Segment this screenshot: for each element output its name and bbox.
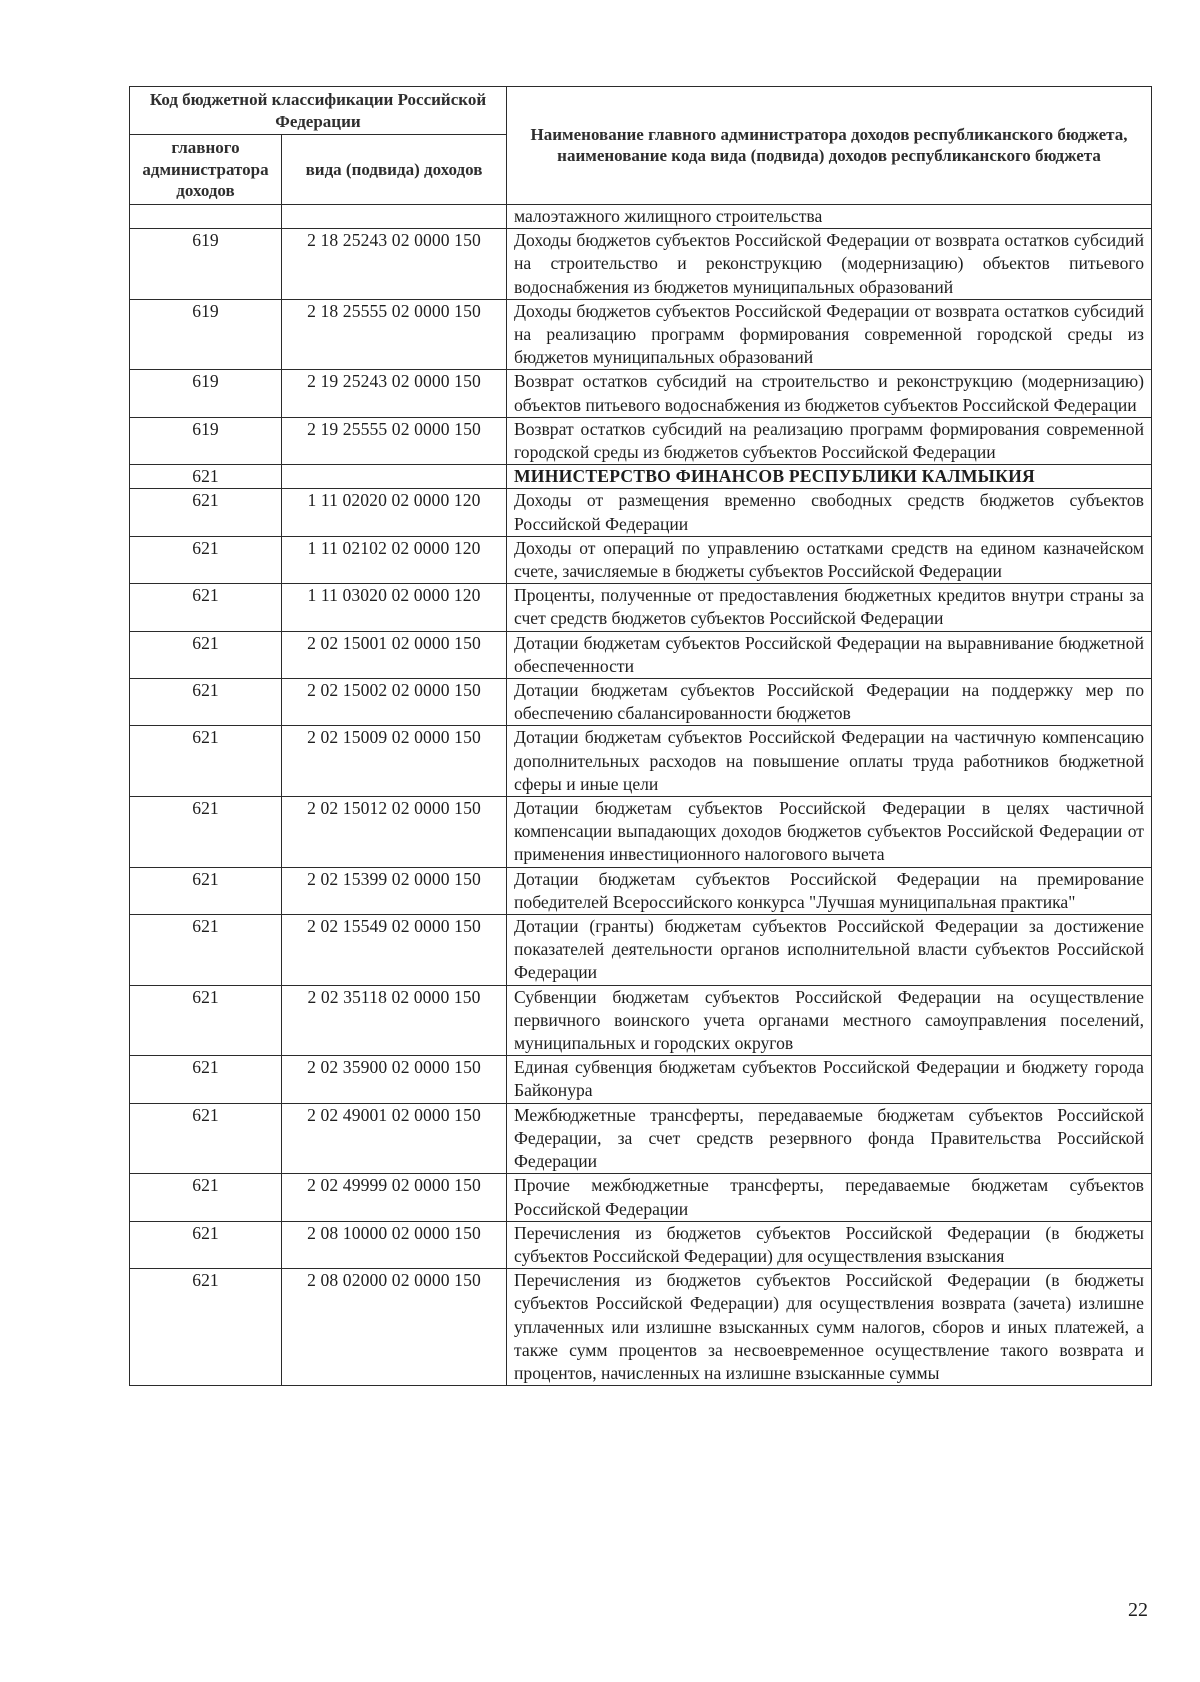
table-row [130, 915, 1152, 986]
income-code-cell: 2 02 15001 02 0000 150 [282, 631, 507, 678]
income-code-cell: 1 11 02102 02 0000 120 [282, 536, 507, 583]
table-row [130, 1174, 1152, 1221]
income-code-cell [282, 204, 507, 228]
admin-code-cell: 621 [130, 584, 282, 631]
admin-code-cell: 621 [130, 536, 282, 583]
budget-classification-table [129, 86, 1152, 1386]
admin-code-cell: 621 [130, 985, 282, 1056]
income-name-cell: малоэтажного жилищного строительства [507, 204, 1152, 228]
table-row [130, 985, 1152, 1056]
admin-code-cell: 621 [130, 631, 282, 678]
income-name-cell: Проценты, полученные от предоставления бюджетных кредитов внутри страны за счет средств бюджетов субъектов Российской Федерации [507, 584, 1152, 631]
admin-code-cell: 621 [130, 1103, 282, 1174]
income-name-cell: Дотации бюджетам субъектов Российской Федерации на поддержку мер по обеспечению сбалансированности бюджетов [507, 679, 1152, 726]
income-code-cell: 2 02 35118 02 0000 150 [282, 985, 507, 1056]
table-header [130, 87, 1152, 205]
admin-code-cell: 621 [130, 1221, 282, 1268]
admin-code-cell: 621 [130, 1056, 282, 1103]
income-name-cell: Доходы бюджетов субъектов Российской Федерации от возврата остатков субсидий на реализацию программ формирования современной городской среды из бюджетов муниципальных образований [507, 299, 1152, 370]
table-row [130, 465, 1152, 489]
header-col-code: вида (подвида) доходов [282, 135, 507, 205]
income-name-cell: Дотации бюджетам субъектов Российской Федерации на частичную компенсацию дополнительных расходов на повышение оплаты труда работников бюджетной сферы и иные цели [507, 726, 1152, 797]
administrator-title-cell: МИНИСТЕРСТВО ФИНАНСОВ РЕСПУБЛИКИ КАЛМЫКИЯ [507, 465, 1152, 489]
income-name-cell: Доходы бюджетов субъектов Российской Федерации от возврата остатков субсидий на строительство и реконструкцию (модернизацию) объектов питьевого водоснабжения из бюджетов муниципальных образований [507, 229, 1152, 300]
income-name-cell: Единая субвенция бюджетам субъектов Российской Федерации и бюджету города Байконура [507, 1056, 1152, 1103]
admin-code-cell: 621 [130, 797, 282, 868]
admin-code-cell: 619 [130, 229, 282, 300]
admin-code-cell: 621 [130, 726, 282, 797]
income-name-cell: Перечисления из бюджетов субъектов Российской Федерации (в бюджеты субъектов Российской Федерации) для осуществления возврата (зачета) излишне уплаченных или излишне взысканных сумм налогов, сборов и иных платежей, а также сумм процентов за несвоевременное осуществление такого возврата и процентов, начисленных на излишне взысканные суммы [507, 1269, 1152, 1386]
admin-code-cell: 619 [130, 370, 282, 417]
page-number: 22 [1128, 1599, 1148, 1621]
table-row [130, 1269, 1152, 1386]
income-name-cell: Дотации бюджетам субъектов Российской Федерации в целях частичной компенсации выпадающих доходов бюджетов субъектов Российской Федерации от применения инвестиционного налогового вычета [507, 797, 1152, 868]
table-row [130, 584, 1152, 631]
admin-code-cell: 621 [130, 1174, 282, 1221]
admin-code-cell: 621 [130, 679, 282, 726]
table-row [130, 1103, 1152, 1174]
income-code-cell: 1 11 03020 02 0000 120 [282, 584, 507, 631]
header-col-admin: главного администратора доходов [130, 135, 282, 205]
header-col-name: Наименование главного администратора доходов республиканского бюджета, наименование кода вида (подвида) доходов республиканского бюджета [507, 87, 1152, 205]
header-group-title: Код бюджетной классификации Российской Федерации [130, 87, 507, 135]
table-row [130, 1056, 1152, 1103]
table-row [130, 631, 1152, 678]
income-code-cell: 2 02 15399 02 0000 150 [282, 867, 507, 914]
income-code-cell: 2 02 35900 02 0000 150 [282, 1056, 507, 1103]
admin-code-cell [130, 204, 282, 228]
income-code-cell: 2 02 15009 02 0000 150 [282, 726, 507, 797]
table-row [130, 417, 1152, 464]
admin-code-cell: 621 [130, 465, 282, 489]
income-name-cell: Прочие межбюджетные трансферты, передаваемые бюджетам субъектов Российской Федерации [507, 1174, 1152, 1221]
income-code-cell: 2 02 15012 02 0000 150 [282, 797, 507, 868]
admin-code-cell: 619 [130, 299, 282, 370]
income-name-cell: Дотации бюджетам субъектов Российской Федерации на премирование победителей Всероссийского конкурса "Лучшая муниципальная практика" [507, 867, 1152, 914]
income-code-cell: 2 02 15549 02 0000 150 [282, 915, 507, 986]
income-code-cell [282, 465, 507, 489]
table-row [130, 1221, 1152, 1268]
table-row [130, 489, 1152, 536]
income-name-cell: Дотации бюджетам субъектов Российской Федерации на выравнивание бюджетной обеспеченности [507, 631, 1152, 678]
income-code-cell: 2 02 15002 02 0000 150 [282, 679, 507, 726]
table-row [130, 299, 1152, 370]
table-row [130, 229, 1152, 300]
admin-code-cell: 621 [130, 489, 282, 536]
admin-code-cell: 621 [130, 867, 282, 914]
admin-code-cell: 621 [130, 1269, 282, 1386]
income-name-cell: Дотации (гранты) бюджетам субъектов Российской Федерации за достижение показателей деятельности органов исполнительной власти субъектов Российской Федерации [507, 915, 1152, 986]
income-name-cell: Возврат остатков субсидий на реализацию программ формирования современной городской среды из бюджетов субъектов Российской Федерации [507, 417, 1152, 464]
table-row [130, 370, 1152, 417]
table-row [130, 726, 1152, 797]
admin-code-cell: 621 [130, 915, 282, 986]
income-name-cell: Доходы от операций по управлению остатками средств на едином казначейском счете, зачисляемые в бюджеты субъектов Российской Федерации [507, 536, 1152, 583]
table-row [130, 536, 1152, 583]
table-body [130, 204, 1152, 1385]
income-code-cell: 2 18 25555 02 0000 150 [282, 299, 507, 370]
income-code-cell: 2 19 25555 02 0000 150 [282, 417, 507, 464]
income-name-cell: Субвенции бюджетам субъектов Российской Федерации на осуществление первичного воинского учета органами местного самоуправления поселений, муниципальных и городских округов [507, 985, 1152, 1056]
table-row [130, 867, 1152, 914]
income-name-cell: Доходы от размещения временно свободных средств бюджетов субъектов Российской Федерации [507, 489, 1152, 536]
admin-code-cell: 619 [130, 417, 282, 464]
income-code-cell: 2 08 02000 02 0000 150 [282, 1269, 507, 1386]
income-code-cell: 1 11 02020 02 0000 120 [282, 489, 507, 536]
table-row [130, 797, 1152, 868]
table-row [130, 204, 1152, 228]
income-code-cell: 2 19 25243 02 0000 150 [282, 370, 507, 417]
income-code-cell: 2 02 49001 02 0000 150 [282, 1103, 507, 1174]
income-code-cell: 2 02 49999 02 0000 150 [282, 1174, 507, 1221]
income-name-cell: Перечисления из бюджетов субъектов Российской Федерации (в бюджеты субъектов Российской Федерации) для осуществления взыскания [507, 1221, 1152, 1268]
income-code-cell: 2 18 25243 02 0000 150 [282, 229, 507, 300]
income-code-cell: 2 08 10000 02 0000 150 [282, 1221, 507, 1268]
income-name-cell: Возврат остатков субсидий на строительство и реконструкцию (модернизацию) объектов питьевого водоснабжения из бюджетов субъектов Российской Федерации [507, 370, 1152, 417]
income-name-cell: Межбюджетные трансферты, передаваемые бюджетам субъектов Российской Федерации, за счет средств резервного фонда Правительства Российской Федерации [507, 1103, 1152, 1174]
table-row [130, 679, 1152, 726]
